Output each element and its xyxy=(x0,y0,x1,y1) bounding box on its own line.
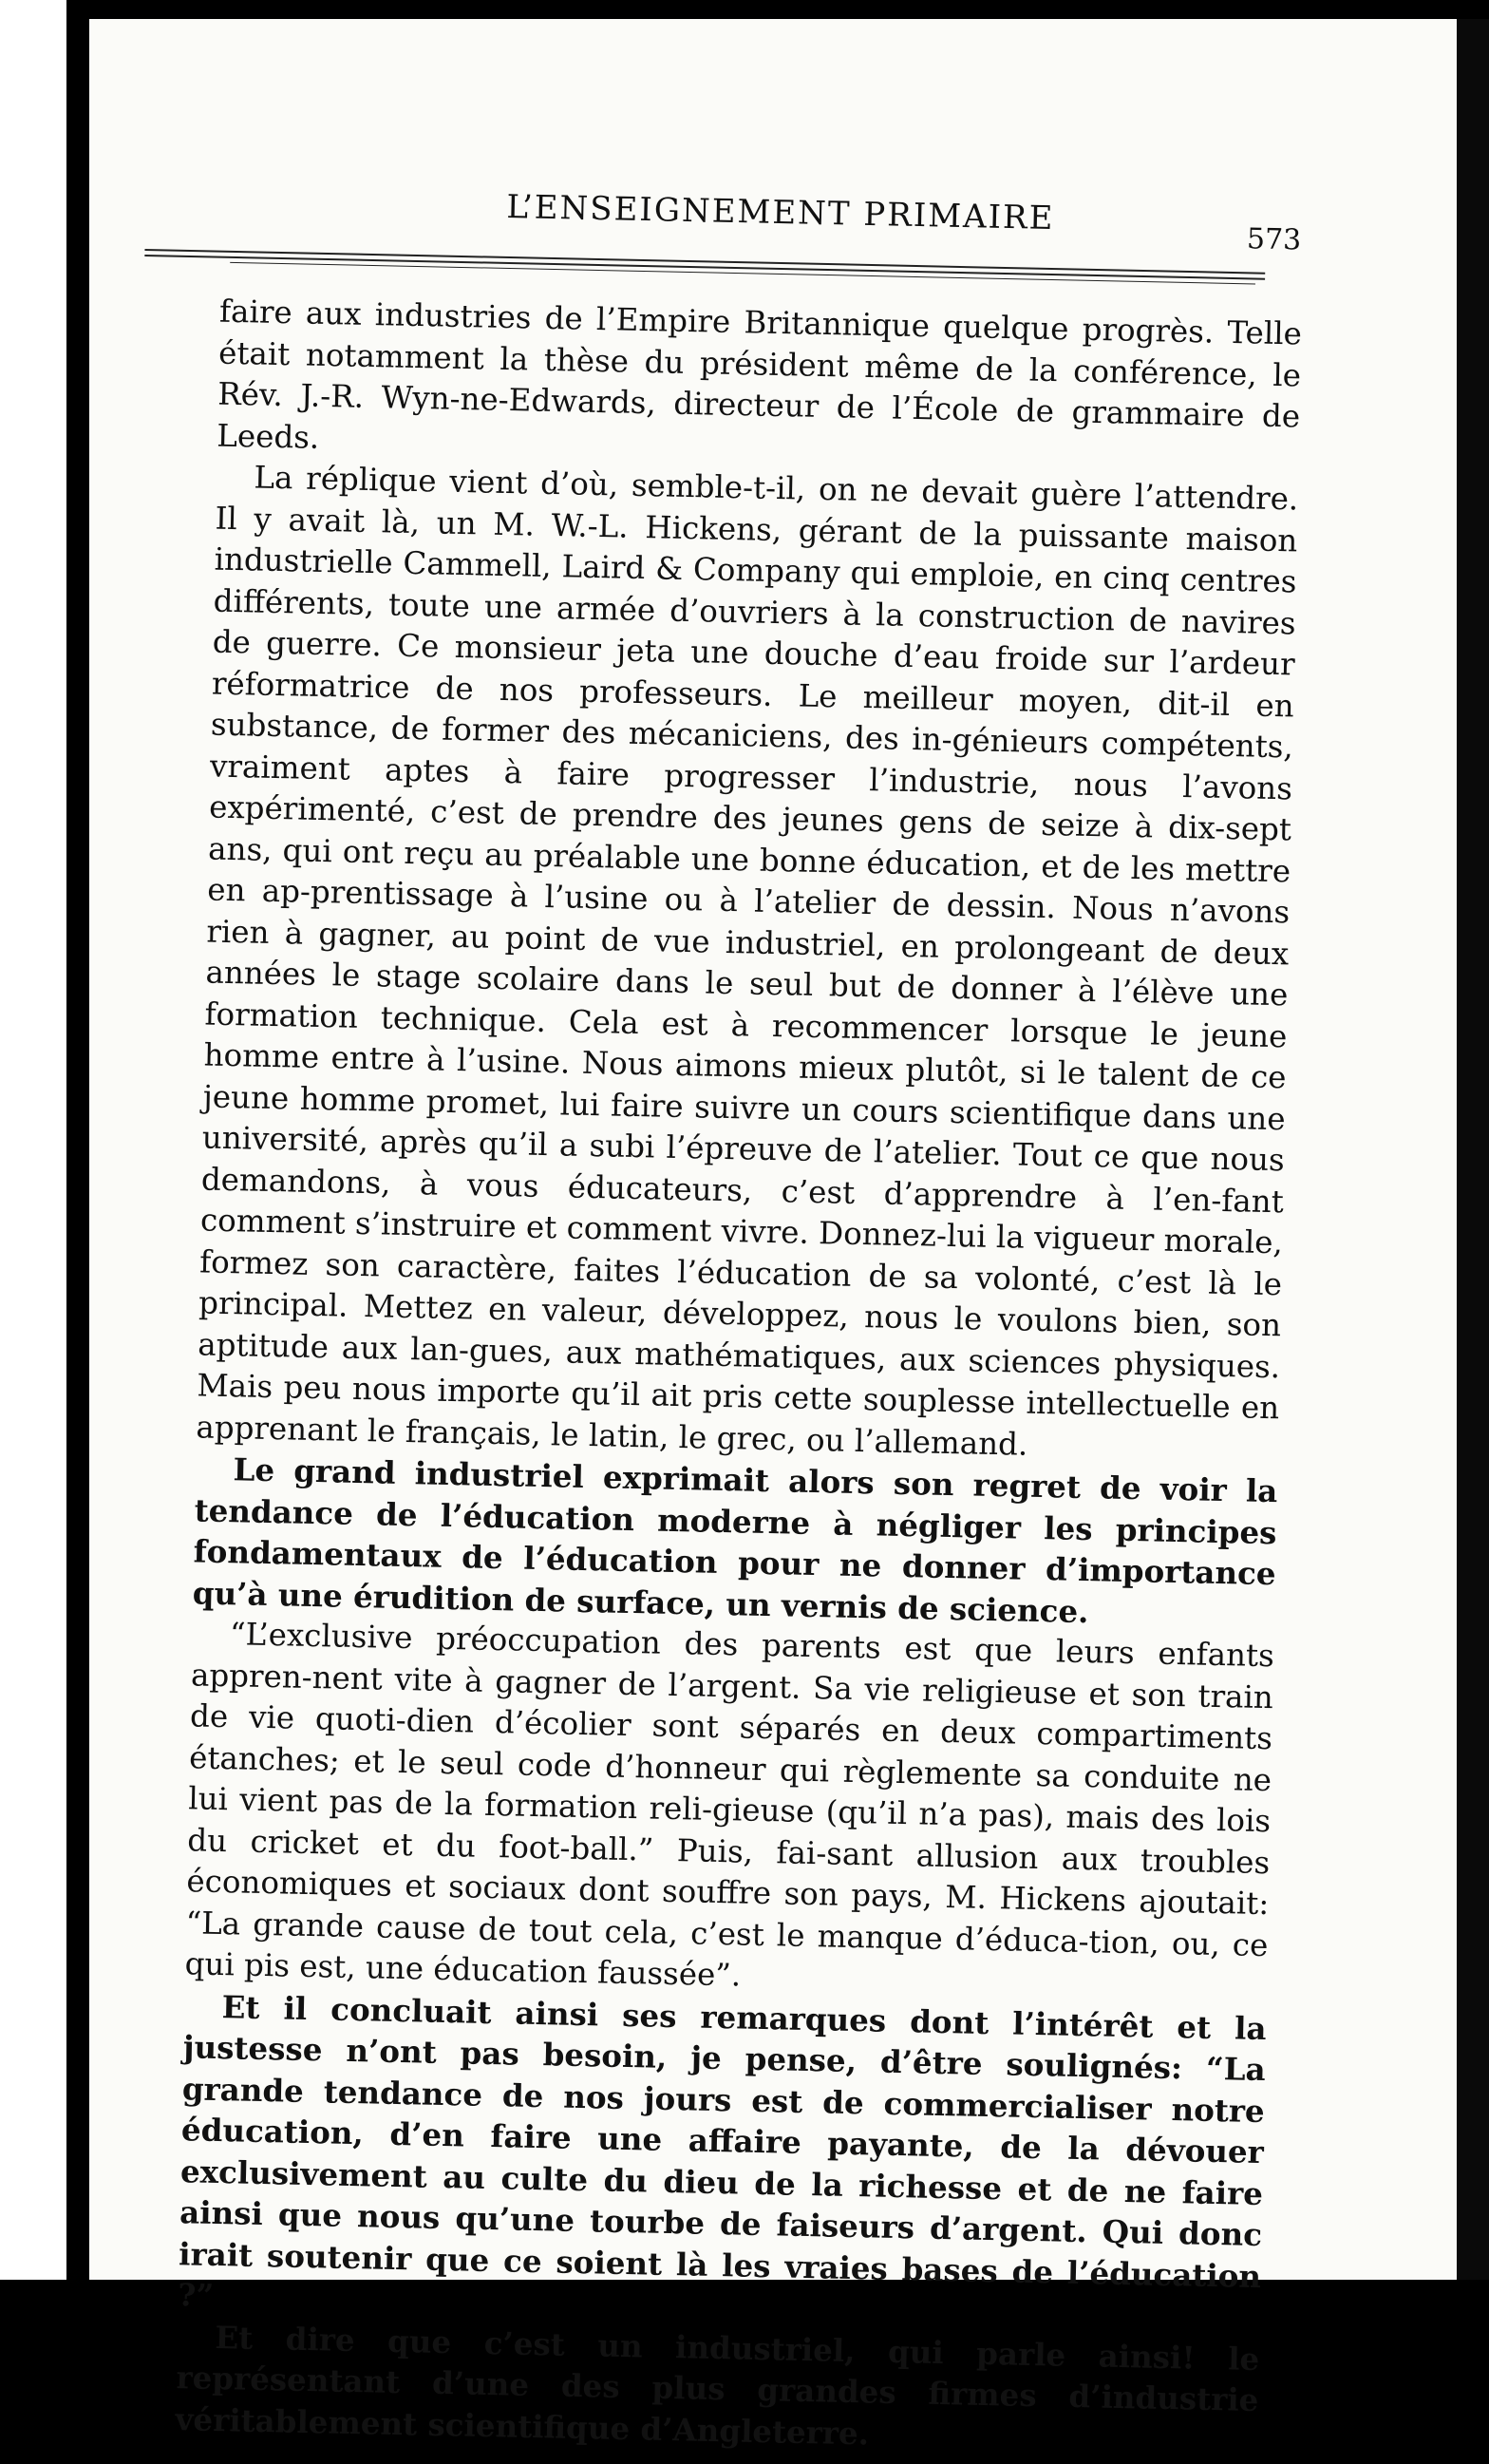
running-title: L’ENSEIGNEMENT PRIMAIRE xyxy=(506,187,1055,238)
top-border xyxy=(89,0,1489,19)
book-spine-margin xyxy=(0,0,66,2280)
paragraph: Et il concluait ainsi ses remarques dont l’intérêt et la justesse n’ont pas besoin, je pense, d’être soulignés: “La grande tendance de nos jours est de commercialiser notre éducation, d’en faire une affaire payante, de la dévouer exclusivement au culte du dieu de la richesse et de ne faire ainsi que nous qu’une tourbe de faiseurs d’argent. Qui donc irait soutenir que ce soient là les vraies bases de l’éducation ?” xyxy=(177,1987,1267,2314)
page-number: 573 xyxy=(1246,222,1302,257)
header-rule xyxy=(144,249,1265,275)
paragraph: La réplique vient d’où, semble-t-il, on ne devait guère l’attendre. Il y avait là, un M. W.-L. Hickens, gérant de la puissante maison industrielle Cammell, Laird & Company qui emploie, en cinq centres différents, toute une armée d’ouvriers à la construction de navires de guerre. Ce monsieur jeta une douche d’eau froide sur l’ardeur réformatrice de nos professeurs. Le meilleur moyen, dit-il en substance, de former des mécaniciens, des in-génieurs compétents, vraiment aptes à faire progresser l’industrie, nous l’avons expérimenté, c’est de prendre des jeunes gens de seize à dix-sept ans, qui ont reçu au préalable une bonne éducation, et de les mettre en ap-prentissage à l’usine ou à l’atelier de dessin. Nous n’avons rien à gagner, au point de vue industriel, en prolongeant de deux années le stage scolaire dans le seul but de donner à l’élève une formation technique. Cela est à recommencer lorsque le jeune homme entre à l’usine. Nous aimons mieux plutôt, si le talent de ce jeune homme promet, lui faire suivre un cours scientifique dans une université, après qu’il a subi l’épreuve de l’atelier. Tout ce que nous demandons, à vous éducateurs, c’est d’apprendre à l’en-fant comment s’instruire et comment vivre. Donnez-lui la vigueur morale, formez son caractère, faites l’éducation de sa volonté, c’est là le principal. Mettez en valeur, développez, nous le voulons bien, son aptitude aux lan-gues, aux mathématiques, aux sciences physiques. Mais peu nous importe qu’il ait pris cette souplesse intellectuelle en apprenant le français, le latin, le grec, ou l’allemand. xyxy=(196,459,1299,1463)
page-edge xyxy=(1457,19,1489,2280)
paragraph: Et dire que c’est un industriel, qui parle ainsi! le représentant d’une des plus grandes firmes d’industrie véritablement scientifique d’Angleterre. xyxy=(175,2318,1260,2452)
header-rule xyxy=(230,262,1255,285)
page-content xyxy=(145,180,1400,2452)
paragraph: “L’exclusive préoccupation des parents est que leurs enfants appren-nent vite à gagner de l’argent. Sa vie religieuse et son train de vie quoti-dien d’écolier sont séparés en deux compartiments étanches; et le seul code d’honneur qui règlemente sa conduite ne lui vient pas de la formation reli-gieuse (qu’il n’a pas), mais des lois du cricket et du foot-ball.” Puis, fai-sant allusion aux troubles économiques et sociaux dont souffre son pays, M. Hickens ajoutait: “La grande cause de tout cela, c’est le manque d’éduca-tion, ou, ce qui pis est, une éducation faussée”. xyxy=(184,1616,1275,1994)
body-text xyxy=(175,292,1302,2462)
paragraph: Le grand industriel exprimait alors son regret de voir la tendance de l’éducation moderne à négliger les principes fondamentaux de l’éducation pour ne donner d’importance qu’à une érudition de surface, un vernis de science. xyxy=(192,1450,1278,1630)
header-rule xyxy=(144,255,1265,280)
binding-shadow xyxy=(66,0,89,2280)
running-header xyxy=(145,180,1400,274)
paragraph: faire aux industries de l’Empire Britannique quelque progrès. Telle était notamment la thèse du président même de la conférence, le Rév. J.-R. Wyn-ne-Edwards, directeur de l’École de grammaire de Leeds. xyxy=(217,293,1303,456)
book-page xyxy=(89,19,1457,2452)
